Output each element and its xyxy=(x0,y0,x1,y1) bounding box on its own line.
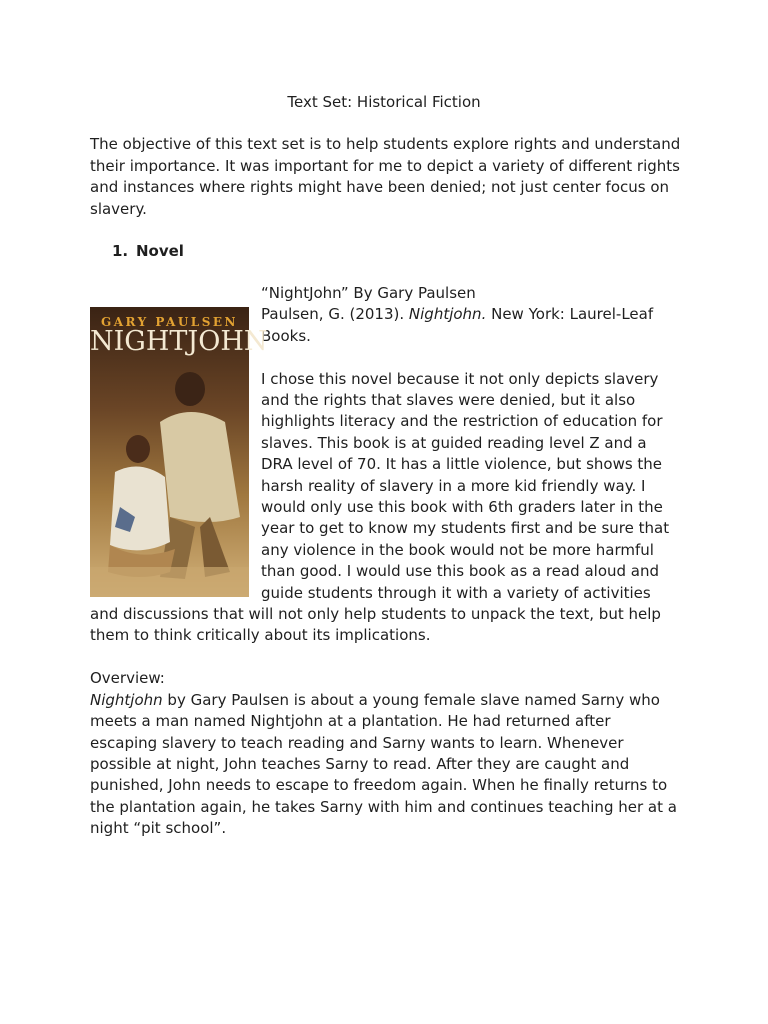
citation-suffix: New York: Laurel-Leaf Books. xyxy=(261,305,654,345)
overview-book-title: Nightjohn xyxy=(90,690,163,709)
cover-title: NIGHTJOHN xyxy=(90,326,268,357)
section-label: Novel xyxy=(136,242,184,260)
objective-paragraph: The objective of this text set is to help students explore rights and understand their importance. It was important for me to depict a variety of different rights and instances where rights might have been denied; not just center focus on slavery. xyxy=(90,135,681,218)
citation-prefix: Paulsen, G. (2013). xyxy=(261,305,409,324)
overview-label: Overview: xyxy=(90,669,165,688)
section-number: 1. xyxy=(112,242,129,260)
cover-illustration xyxy=(90,367,249,597)
overview-paragraph xyxy=(90,690,682,840)
overview-text: by Gary Paulsen is about a young female slave named Sarny who meets a man named Nightjohn at a plantation. He had returned after escaping slavery to teach reading and Sarny wants to learn. Whenever possible at night, John teaches Sarny to read. After they are caught and punished, John needs to escape to freedom again. When he finally returns to the plantation again, he takes Sarny with him and continues teaching her at a night “pit school”. xyxy=(90,690,677,838)
section-heading xyxy=(112,241,184,261)
cover-author: GARY PAULSEN xyxy=(100,315,239,329)
book-cover-image xyxy=(90,307,268,597)
novel-content xyxy=(90,283,682,840)
page-title: Text Set: Historical Fiction xyxy=(287,93,481,111)
citation-title: Nightjohn. xyxy=(408,305,487,324)
rationale-paragraph: I chose this novel because it not only depicts slavery and the rights that slaves were denied, but it also highlights literacy and the restriction of education for slaves. This book is at guided reading level Z and a DRA level of 70. It has a little violence, but shows the harsh reality of slavery in a more kid friendly way. I would only use this book with 6th graders later in the year to get to know my students first and be sure that any violence in the book would not be more harmful than good. I would use this book as a read aloud and guide students through it with a variety of activities and discussions that will not only help students to unpack the text, but help them to think critically about its implications. xyxy=(90,369,670,645)
book-heading-line: “NightJohn” By Gary Paulsen xyxy=(261,284,476,302)
